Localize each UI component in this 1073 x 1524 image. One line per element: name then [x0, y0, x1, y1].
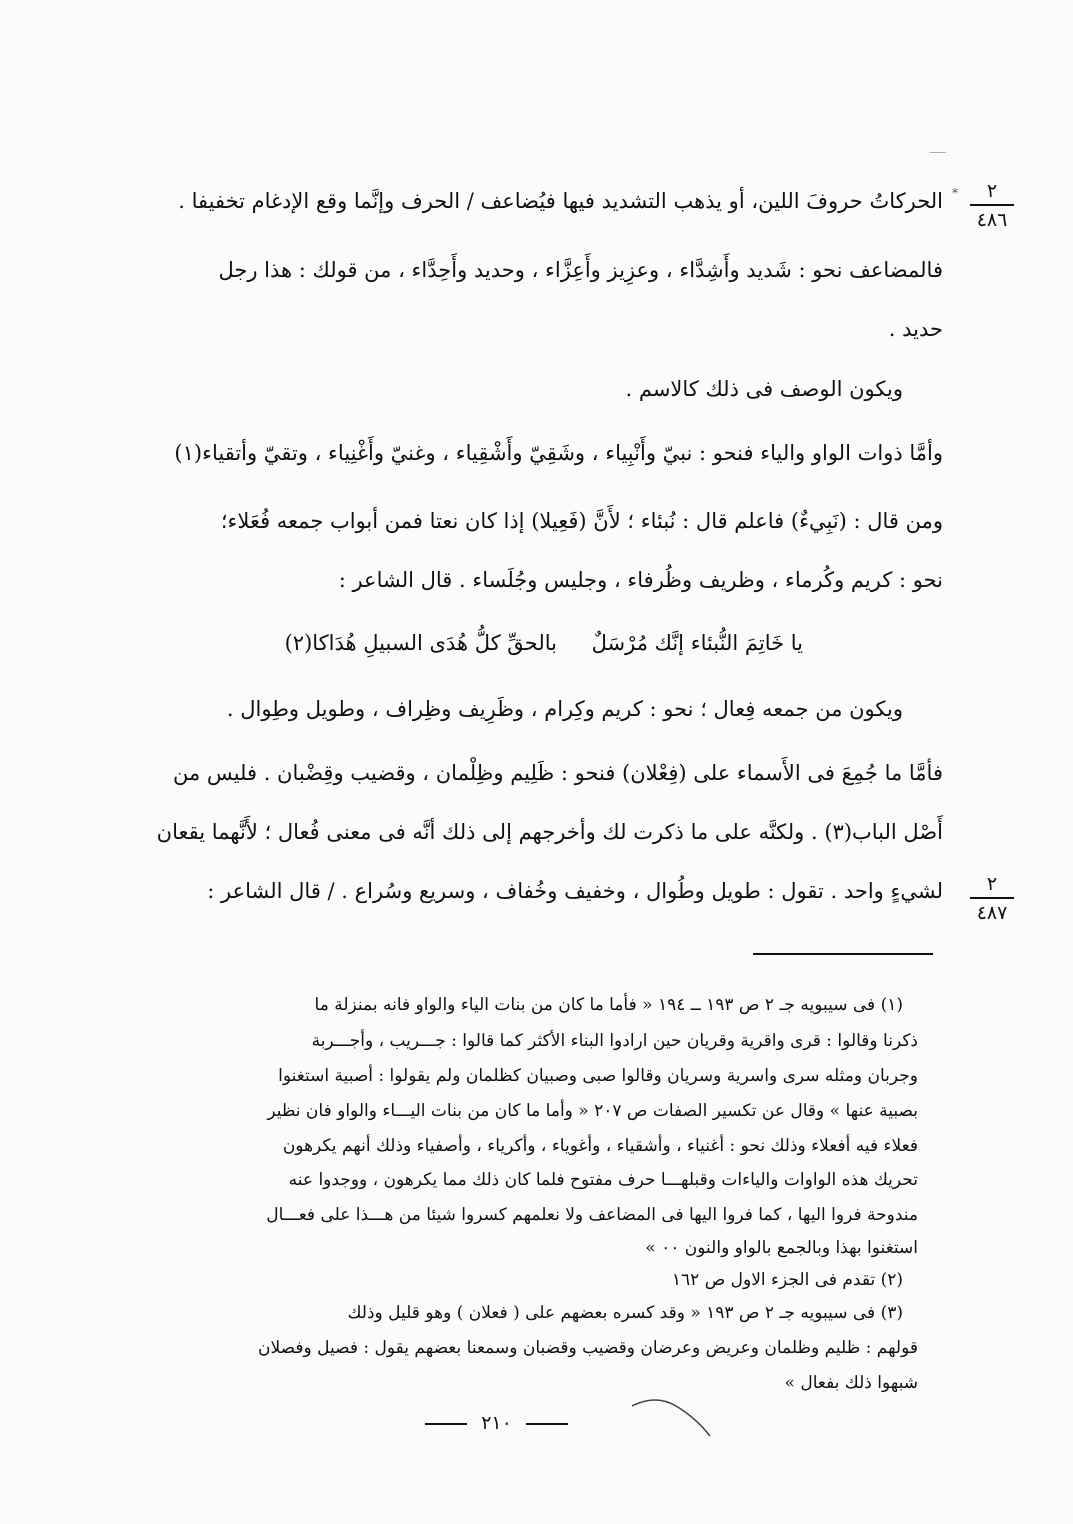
- body-line: لشيءٍ واحد . تقول : طويل وطُوال ، وخفيف وخُفاف ، وسريع وسُراع . / قال الشاعر :: [207, 879, 943, 903]
- verse-hemistich-second: بالحقِّ كلُّ هُدَى السبيلِ هُدَاكا(٢): [284, 631, 557, 655]
- top-scan-mark: [930, 152, 946, 153]
- body-line: نحو : كريم وكُرماء ، وظريف وظُرفاء ، وجليس وجُلَساء . قال الشاعر :: [338, 568, 943, 592]
- footnote-line: استغنوا بهذا وبالجمع بالواو والنون ٠٠ »: [645, 1238, 918, 1258]
- footnote-line: تحريك هذه الواوات والياءات وقبلهـــا حرف مفتوح فلما كان ذلك مما يكرهون ، ووجدوا عنه: [288, 1170, 918, 1190]
- body-line: حديد .: [888, 317, 943, 341]
- body-line: الحركاتُ حروفَ اللين، أو يذهب التشديد فيها فيُضاعف / الحرف وإنَّما وقع الإدغام تخفيفا .: [178, 189, 943, 213]
- body-line: أَصْل الباب(٣) . ولكنَّه على ما ذكرت لك وأخرجهم إلى ذلك أنَّه فى معنى فُعال ؛ لأَنَّهما يقعان: [156, 820, 943, 844]
- asterisk-mark: *: [952, 186, 958, 200]
- body-line: فأمَّا ما جُمِعَ فى الأَسماء على (فِعْلان) فنحو : ظَلِيم وظِلْمان ، وقضيب وقِضْبان . فليس من: [173, 761, 943, 785]
- margin-reference-487: [970, 873, 1014, 924]
- body-line: ومن قال : (نَبِيءٌ) فاعلم قال : نُبئاء ؛ لأَنَّ (فَعِيلا) إذا كان نعتا فمن أبواب جمعه فُعَلاء؛: [220, 509, 943, 533]
- body-line: وأمَّا ذوات الواو والياء فنحو : نبيّ وأَنْبِياء ، وشَقِيّ وأَشْقِياء ، وغنيّ وأَغْنِياء ، وتقيّ وأتقياء(١): [174, 441, 943, 465]
- footnote-line: مندوحة فروا اليها ، كما فروا اليها فى المضاعف ولا نعلمهم كسروا شيئا من هـــذا على فعـــال: [266, 1205, 918, 1225]
- footnote-line: قولهم : ظليم وظلمان وعريض وعرضان وقضيب وقضبان وسمعنا بعضهم يقول : فصيل وفصلان: [258, 1338, 918, 1358]
- margin-page: ٤٨٧: [976, 902, 1008, 924]
- margin-volume: ٢: [970, 180, 1014, 206]
- footnote-line: (٣) فى سيبويه جـ ٢ ص ١٩٣ « وقد كسره بعضهم على ( فعلان ) وهو قليل وذلك: [347, 1303, 903, 1323]
- footnote-line: فعلاء فيه أفعلاء وذلك نحو : أغنياء ، وأشقياء ، وأغوياء ، وأكرياء ، وأصفياء وذلك أنهم يكرهون: [282, 1136, 918, 1156]
- verse-hemistich-first: يا خَاتِمَ النُّبئاء إنَّك مُرْسَلٌ: [591, 631, 803, 655]
- page-number-text: ٢١٠: [481, 1412, 512, 1434]
- body-line: ويكون الوصف فى ذلك كالاسم .: [625, 377, 903, 401]
- footnote-line: وجربان ومثله سرى واسرية وسريان وقالوا صبى وصبيان كظلمان ولم يقولوا : أصبية استغنوا: [278, 1066, 918, 1086]
- page-number: [0, 1411, 1033, 1435]
- margin-page: ٤٨٦: [976, 209, 1008, 231]
- body-line: فالمضاعف نحو : شَديد وأَشِدَّاء ، وعزِيز وأَعِزَّاء ، وحديد وأَحِدَّاء ، من قولك : هذا رجل: [218, 258, 943, 282]
- body-line: ويكون من جمعه فِعال ؛ نحو : كريم وكِرام ، وظَرِيف وظِراف ، وطويل وطِوال .: [226, 697, 903, 721]
- footnote-line: (٢) تقدم فى الجزء الاول ص ١٦٢: [671, 1270, 903, 1290]
- folio-dash: [425, 1423, 467, 1425]
- footnote-line: (١) فى سيبويه جـ ٢ ص ١٩٣ ــ ١٩٤ « فأما ما كان من بنات الياء والواو فانه بمنزلة ما: [314, 995, 903, 1015]
- footnote-line: ذكرنا وقالوا : قرى واقرية وقريان حين ارادوا البناء الأكثر كما قالوا : جـــريب ، وأجـــربة: [311, 1031, 918, 1051]
- footnote-line: شبهوا ذلك بفعال »: [784, 1373, 918, 1393]
- margin-reference-486: [970, 180, 1014, 231]
- folio-dash: [526, 1423, 568, 1425]
- footnote-line: بصبية عنها » وقال عن تكسير الصفات ص ٢٠٧ « وأما ما كان من بنات اليـــاء والواو فان نظير: [267, 1101, 918, 1121]
- decorative-swash: [626, 1392, 716, 1442]
- footnote-separator: [753, 953, 933, 955]
- margin-volume: ٢: [970, 873, 1014, 899]
